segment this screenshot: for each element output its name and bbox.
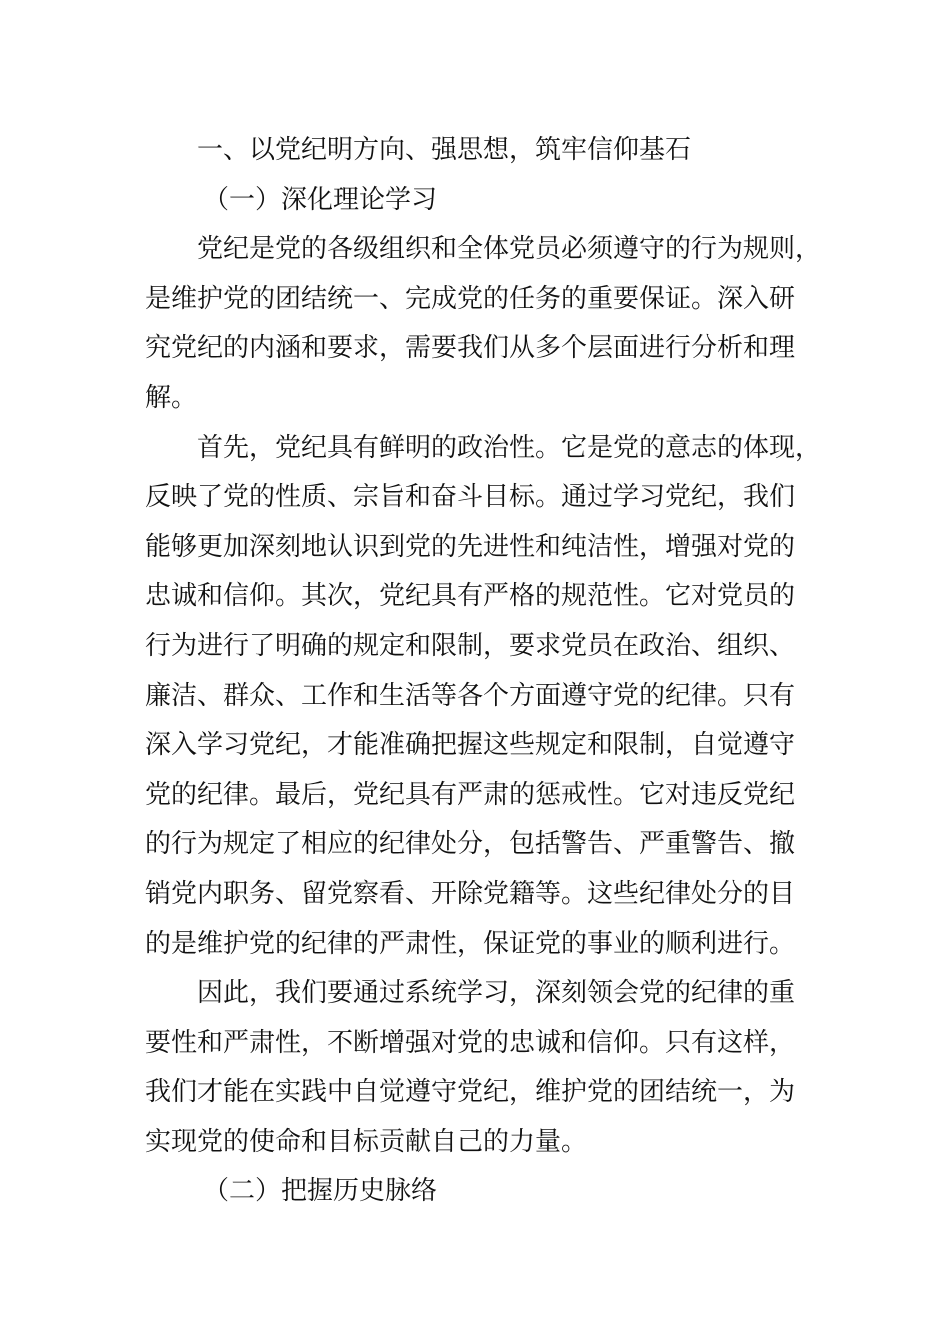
- paragraph-line: 我们才能在实践中自觉遵守党纪，维护党的团结统一，为: [145, 1077, 796, 1108]
- paragraph-line: 要性和严肃性，不断增强对党的忠诚和信仰。只有这样，: [145, 1027, 796, 1058]
- paragraph-line: 实现党的使命和目标贡献自己的力量。: [145, 1126, 588, 1157]
- paragraph-line: 能够更加深刻地认识到党的先进性和纯洁性，增强对党的: [145, 531, 796, 562]
- paragraph-line: 销党内职务、留党察看、开除党籍等。这些纪律处分的目: [145, 878, 796, 909]
- paragraph-1: [145, 225, 845, 423]
- paragraph-line: 解。: [145, 382, 198, 413]
- paragraph-line: 究党纪的内涵和要求，需要我们从多个层面进行分析和理: [145, 333, 796, 364]
- paragraph-line: 党纪是党的各级组织和全体党员必须遵守的行为规则，: [197, 234, 822, 265]
- paragraph-2: [145, 424, 845, 970]
- paragraph-line: 的是维护党的纪律的严肃性，保证党的事业的顺利进行。: [145, 928, 796, 959]
- subsection-heading-2: （二）把握历史脉络: [203, 1176, 438, 1207]
- paragraph-3: [145, 969, 845, 1167]
- paragraph-line: 首先，党纪具有鲜明的政治性。它是党的意志的体现，: [197, 432, 822, 463]
- paragraph-line: 反映了党的性质、宗旨和奋斗目标。通过学习党纪，我们: [145, 482, 796, 513]
- paragraph-line: 因此，我们要通过系统学习，深刻领会党的纪律的重: [197, 978, 796, 1009]
- subsection-heading-1: （一）深化理论学习: [203, 184, 438, 215]
- paragraph-line: 是维护党的团结统一、完成党的任务的重要保证。深入研: [145, 283, 796, 314]
- paragraph-line: 党的纪律。最后，党纪具有严肃的惩戒性。它对违反党纪: [145, 779, 796, 810]
- paragraph-line: 深入学习党纪，才能准确把握这些规定和限制，自觉遵守: [145, 730, 796, 761]
- paragraph-line: 的行为规定了相应的纪律处分，包括警告、严重警告、撤: [145, 829, 796, 860]
- section-heading: 一、以党纪明方向、强思想，筑牢信仰基石: [197, 135, 692, 165]
- paragraph-line: 廉洁、群众、工作和生活等各个方面遵守党的纪律。只有: [145, 680, 796, 711]
- paragraph-line: 行为进行了明确的规定和限制，要求党员在政治、组织、: [145, 630, 796, 661]
- document-body: [145, 126, 845, 1217]
- paragraph-line: 忠诚和信仰。其次，党纪具有严格的规范性。它对党员的: [145, 581, 796, 612]
